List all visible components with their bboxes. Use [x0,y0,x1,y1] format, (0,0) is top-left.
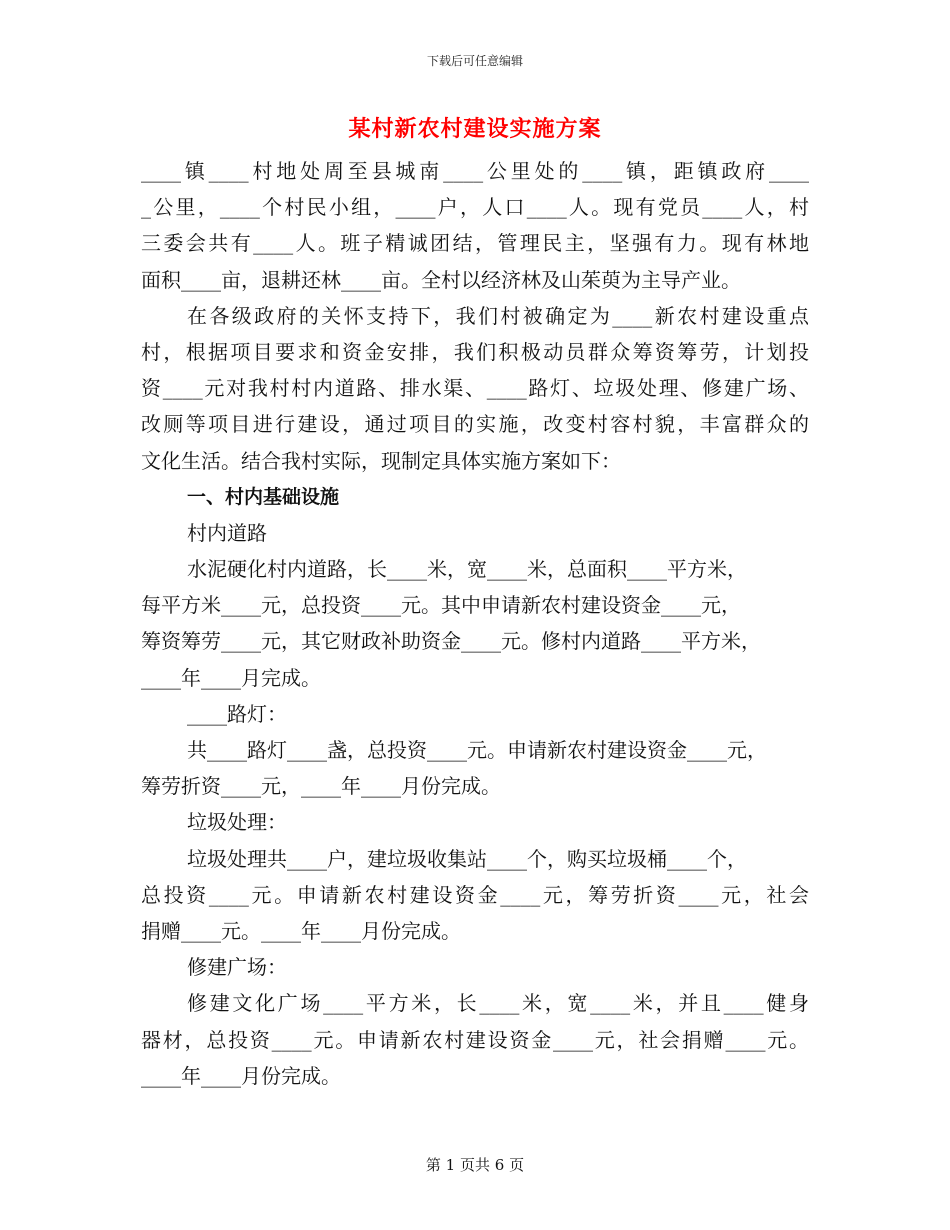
page-header: 下载后可任意编辑 [426,54,523,68]
paragraph-line: 器材，总投资____元。申请新农村建设资金____元，社会捐赠____元。 [141,1027,809,1052]
paragraph-line: 改厕等项目进行建设，通过项目的实施，改变村容村貌，丰富群众的 [141,412,809,437]
subsection-heading: 修建广场： [187,955,287,980]
page-footer: 第 1 页共 6 页 [425,1156,525,1174]
paragraph-line: 文化生活。结合我村实际，现制定具体实施方案如下： [141,448,621,473]
paragraph-line: 垃圾处理共____户，建垃圾收集站____个，购买垃圾桶____个， [187,846,747,871]
paragraph-line: 共____路灯____盏，总投资____元。申请新农村建设资金____元， [187,738,767,762]
paragraph-line: 水泥硬化村内道路，长____米，宽____米，总面积____平方米， [187,557,747,582]
paragraph-line: 三委会共有____人。班子精诚团结，管理民主，坚强有力。现有林地 [141,231,809,256]
paragraph-line: 捐赠____元。____年____月份完成。 [141,918,461,943]
document-body [141,153,809,1094]
document-title: 某村新农村建设实施方案 [348,116,602,142]
paragraph-line: 筹资筹劳____元，其它财政补助资金____元。修村内道路____平方米， [141,629,761,654]
paragraph-line: ____年____月完成。 [141,665,321,690]
subsection-heading: ____路灯： [187,701,287,726]
section-heading: 一、村内基础设施 [187,485,340,508]
paragraph-line: ____年____月份完成。 [141,1063,341,1088]
paragraph-line: ____镇____村地处周至县城南____公里处的____镇，距镇政府____ [141,159,809,183]
paragraph-line: 面积____亩，退耕还林____亩。全村以经济林及山茱萸为主导产业。 [141,267,741,292]
paragraph-line: 村，根据项目要求和资金安排，我们积极动员群众筹资筹劳，计划投 [141,339,809,364]
subsection-heading: 垃圾处理： [187,810,287,835]
paragraph-line: 在各级政府的关怀支持下，我们村被确定为____新农村建设重点 [187,303,809,328]
paragraph-line: 筹劳折资____元，____年____月份完成。 [141,774,501,799]
paragraph-line: 每平方米____元，总投资____元。其中申请新农村建设资金____元， [141,593,741,618]
paragraph-line: 总投资____元。申请新农村建设资金____元，筹劳折资____元，社会 [141,882,809,907]
paragraph-line: 修建文化广场____平方米，长____米，宽____米，并且____健身 [187,991,809,1016]
paragraph-line: _公里，____个村民小组，____户，人口____人。现有党员____人，村 [141,195,809,220]
paragraph-line: 资____元对我村村内道路、排水渠、____路灯、垃圾处理、修建广场、 [141,376,809,401]
subsection-heading: 村内道路 [187,520,267,545]
